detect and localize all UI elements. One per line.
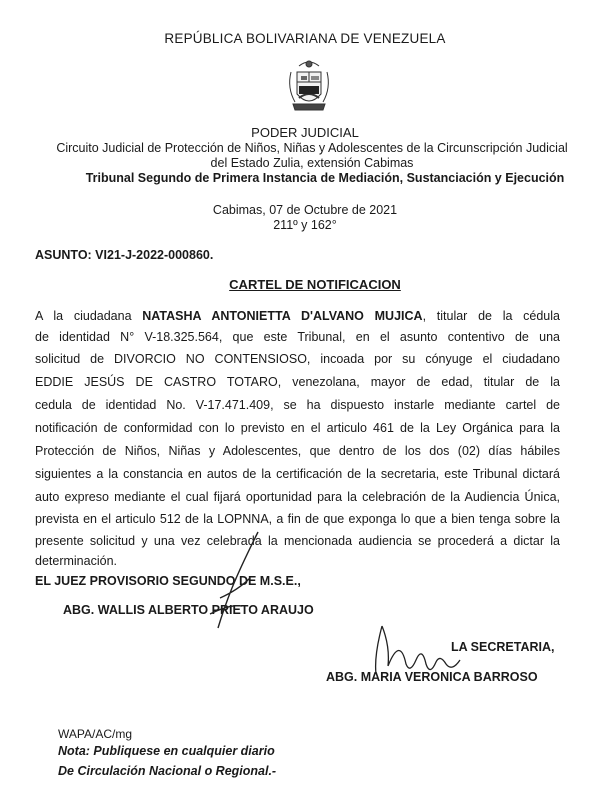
note-line-2: De Circulación Nacional o Regional.- bbox=[58, 764, 277, 778]
note-line-1: Nota: Publiquese en cualquier diario bbox=[58, 744, 275, 758]
body-line: EDDIE JESÚS DE CASTRO TOTARO, venezolana, mayor de edad, titular de la bbox=[35, 375, 560, 389]
place-date: Cabimas, 07 de Octubre de 2021 bbox=[212, 203, 398, 217]
body-line: solicitud de DIVORCIO NO CONTENSIOSO, incoada por su cónyuge el ciudadano bbox=[35, 352, 560, 366]
coat-of-arms-icon bbox=[285, 58, 333, 120]
tribunal-title: Tribunal Segundo de Primera Instancia de Mediación, Sustanciación y Ejecución bbox=[85, 171, 565, 185]
notified-person-name: NATASHA ANTONIETTA D'ALVANO MUJICA bbox=[142, 309, 423, 323]
country-header: REPÚBLICA BOLIVARIANA DE VENEZUELA bbox=[164, 31, 446, 46]
years: 211º y 162° bbox=[273, 218, 337, 232]
notice-heading: CARTEL DE NOTIFICACION bbox=[229, 277, 401, 292]
body-line bbox=[35, 306, 560, 328]
body-line: auto expreso mediante el cual fijará oportunidad para la celebración de la Audiencia Única, bbox=[35, 490, 560, 504]
secretary-title: LA SECRETARIA, bbox=[451, 640, 555, 654]
body-line: cedula de identidad No. V-17.471.409, se ha dispuesto instarle mediante cartel de bbox=[35, 398, 560, 412]
body-text-fragment: , titular de la cédula bbox=[422, 309, 560, 323]
body-line: prevista en el articulo 512 de la LOPNNA, a fin de que exponga lo que a bien tenga sobre la bbox=[35, 512, 560, 526]
judge-title: EL JUEZ PROVISORIO SEGUNDO DE M.S.E., bbox=[35, 574, 301, 588]
body-line: presente solicitud y una vez celebrada la mencionada audiencia se procederá a dictar la bbox=[35, 534, 560, 548]
subject-line: ASUNTO: VI21-J-2022-000860. bbox=[35, 248, 214, 262]
body-line: de identidad N° V-18.325.564, que este Tribunal, en el asunto contentivo de una bbox=[35, 330, 560, 344]
judge-name: ABG. WALLIS ALBERTO PRIETO ARAUJO bbox=[63, 603, 314, 617]
body-text-fragment: A la ciudadana bbox=[35, 309, 143, 323]
body-line: siguientes a la constancia en autos de la certificación de la secretaria, este Tribunal dictará bbox=[35, 467, 560, 481]
body-line: notificación de conformidad con lo previsto en el articulo 461 de la Ley Orgánica para la bbox=[35, 421, 560, 435]
body-line: determinación. bbox=[35, 554, 117, 568]
power-title: PODER JUDICIAL bbox=[251, 125, 359, 140]
circuit-line-2: del Estado Zulia, extensión Cabimas bbox=[210, 156, 414, 170]
circuit-line-1: Circuito Judicial de Protección de Niños, Niñas y Adolescentes de la Circunscripción Judicial bbox=[56, 141, 568, 155]
secretary-name: ABG. MARIA VERONICA BARROSO bbox=[326, 670, 538, 684]
initials: WAPA/AC/mg bbox=[58, 727, 133, 741]
body-line: Protección de Niños, Niñas y Adolescentes, que dentro de los dos (02) días hábiles bbox=[35, 444, 560, 458]
